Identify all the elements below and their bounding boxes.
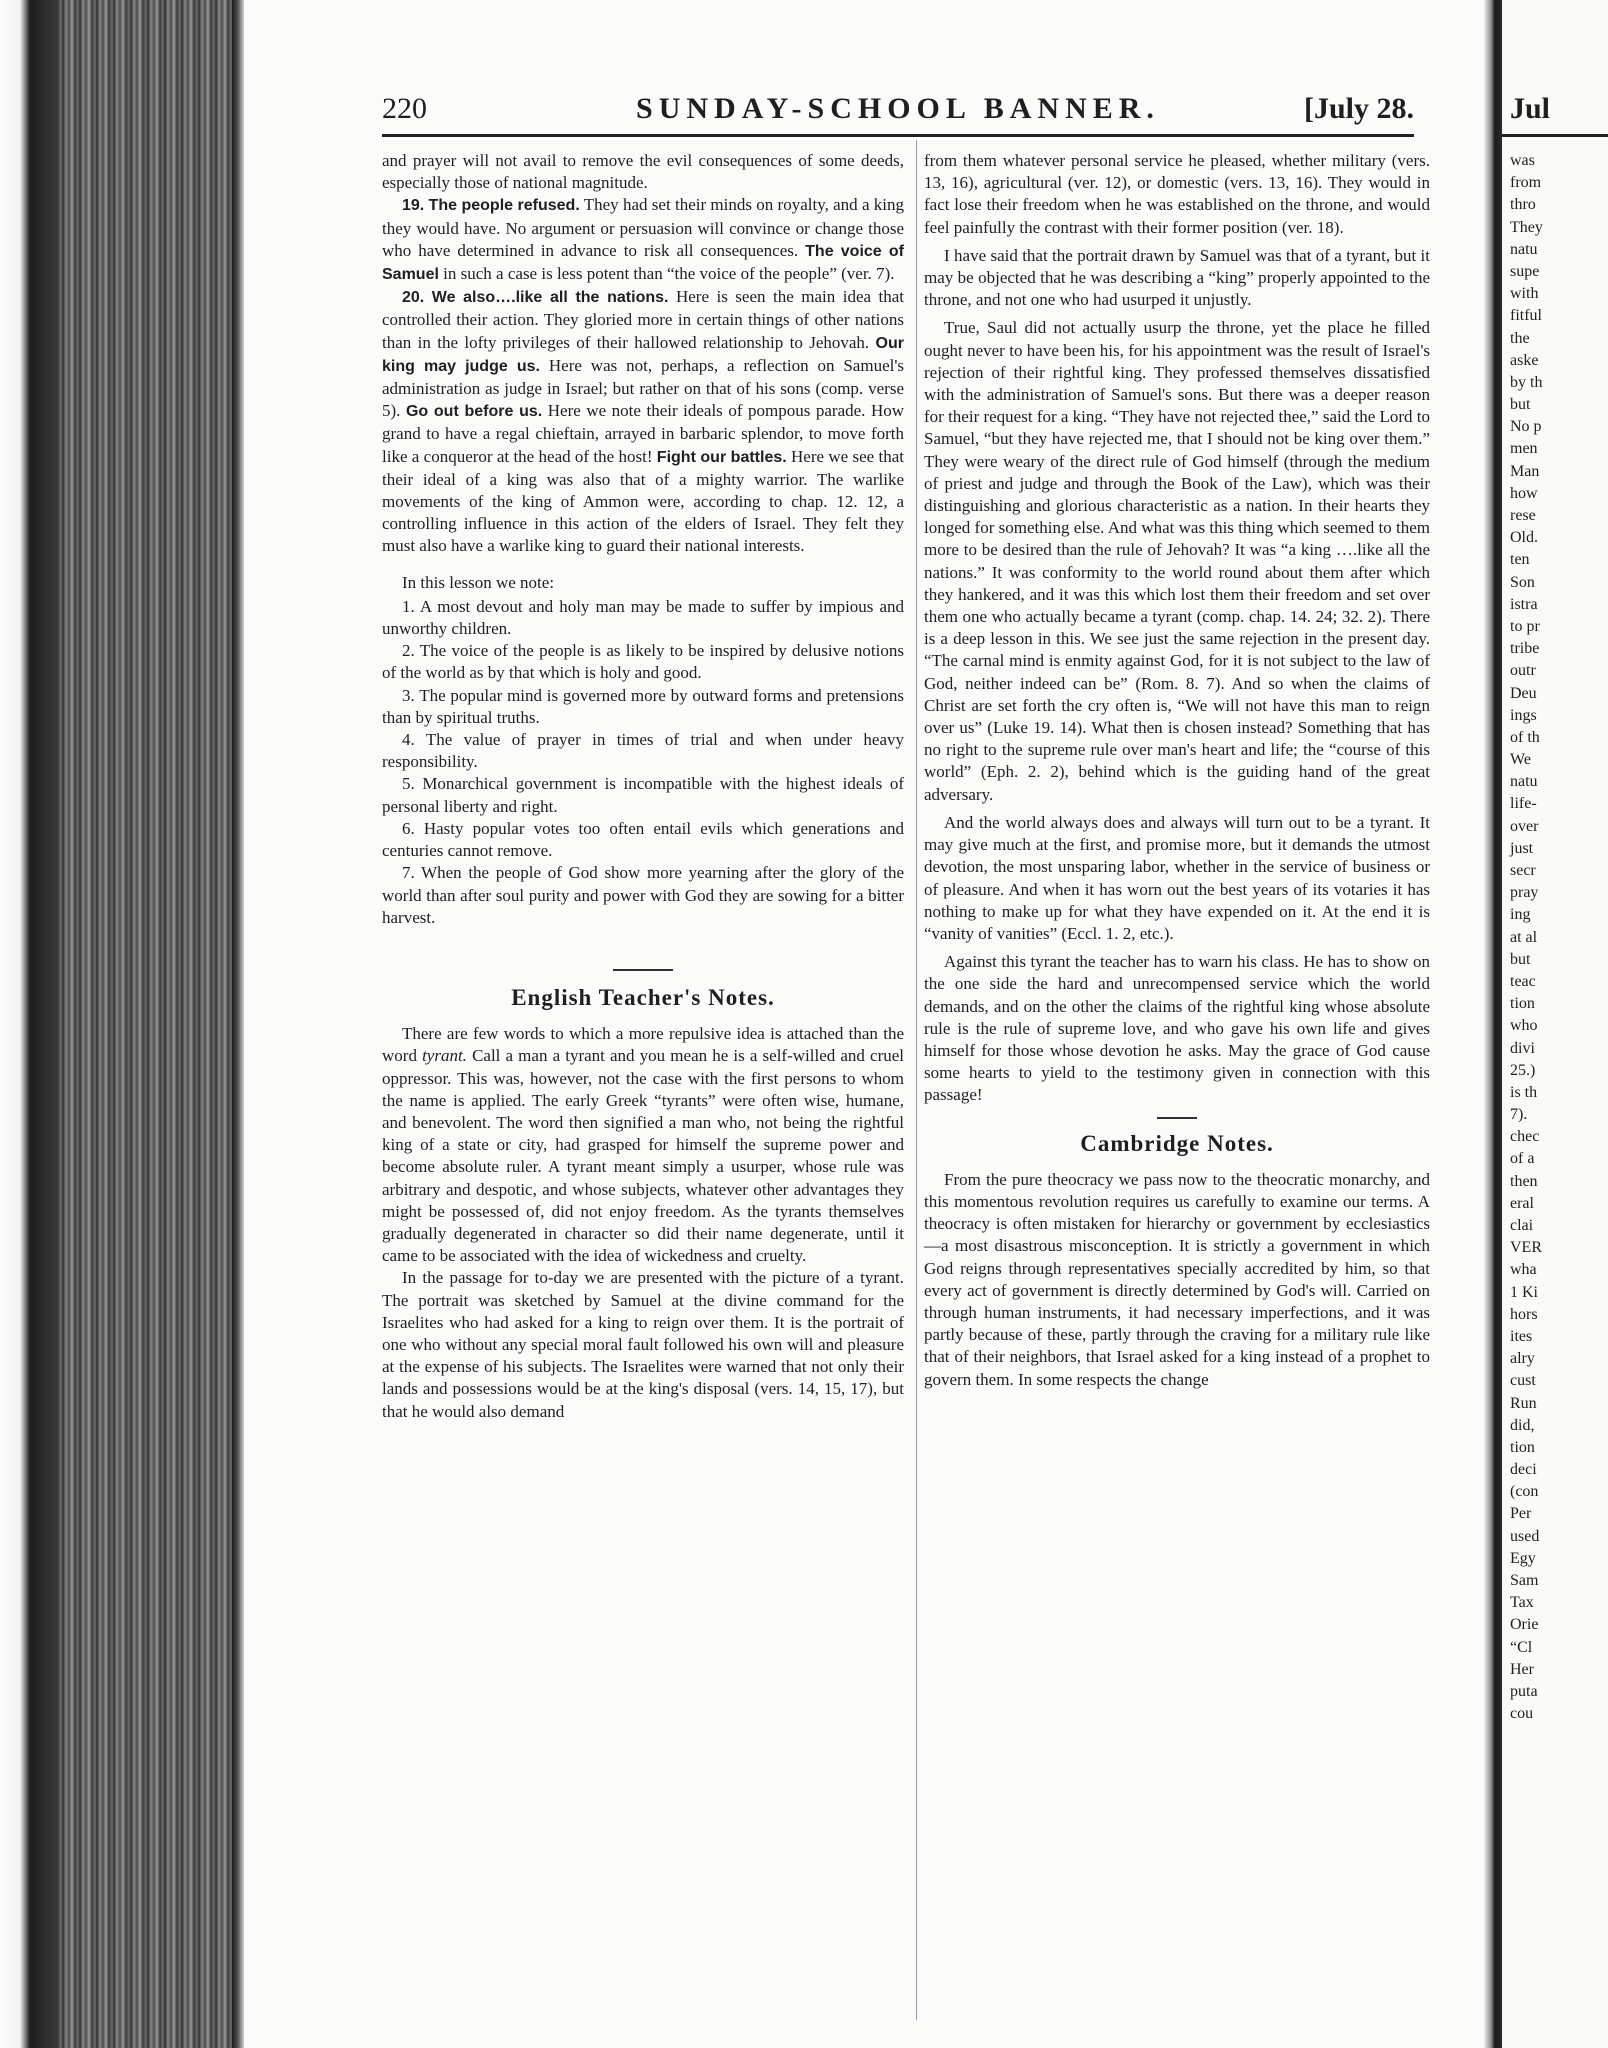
adjacent-page-line: chec [1510,1128,1540,1146]
lesson-point: 7. When the people of God show more yearning after the glory of the world than after soul purity and power with God they are sowing for a bitter harvest. [382,863,904,927]
adjacent-page-line: by th [1510,373,1543,391]
column-divider [916,140,917,2020]
verse-term: We also….like all the nations. [431,289,669,307]
adjacent-page-line: tion [1510,995,1535,1013]
adjacent-page-line: ten [1510,551,1530,569]
adjacent-page-line: thro [1510,196,1536,214]
section-rule [1157,1117,1197,1119]
adjacent-page-line: puta [1510,1682,1538,1700]
adjacent-page-line: hors [1510,1305,1538,1323]
left-column [382,150,904,1423]
adjacent-page-line: tion [1510,1438,1535,1456]
adjacent-page-line: the [1510,329,1530,347]
adjacent-page-line: divi [1510,1039,1535,1057]
adjacent-page-line: wha [1510,1261,1537,1279]
adjacent-page-line: just [1510,839,1534,857]
lesson-point: 4. The value of prayer in times of trial and when under heavy responsibility. [382,730,904,772]
lesson-intro: In this lesson we note: [402,572,555,592]
adjacent-page-line: teac [1510,972,1536,990]
paragraph: In the passage for to-day we are presented with the picture of a tyrant. The portrait was sketched by Samuel at the divine command for the Israelites who had asked for a king to reign over them. It is the portrait of one who without any special moral fault followed his own will and pleasure at the expense of his subjects. The Israelites were warned that not only their lands and possessions would be at the king's disposal (vers. 14, 15, 17), but that he would also demand [382,1268,904,1421]
verse-note-19 [382,194,904,286]
adjacent-page-line: alry [1510,1350,1535,1368]
verse-text: in such a case is less potent than “the voice of the people” (ver. 7). [443,264,895,284]
adjacent-page-line: Deu [1510,684,1537,702]
adjacent-page-line: secr [1510,862,1536,879]
adjacent-page-line: Run [1510,1394,1537,1412]
running-title: SUNDAY-SCHOOL BANNER. [636,92,1160,125]
paragraph: From the pure theocracy we pass now to the theocratic monarchy, and this momentous revolution requires us carefully to examine our terms. A theocracy is often mistaken for hierarchy or government by ecclesiastics—a most disastrous misconception. It is strictly a government in which God reigns through representatives specially accredited by him, so that every act of government is directly determined by God's will. Carried on through human instruments, it had necessary imperfections, and it was partly because of these, partly through the craving for a military rule like that of their neighbors, that Israel asked for a king instead of a prophet to govern them. In some respects the change [924,1169,1430,1389]
page-fold-shadow [1484,0,1502,2048]
verse-term: The people refused. [428,197,580,215]
adjacent-page-line: ing [1510,906,1531,924]
verse-text: Here we note their ideals of pompous parade. How grand to have a regal chieftain, arrayed in barbaric splendor, to move forth like a conqueror at the head of the host! [382,401,905,466]
adjacent-page-line: to pr [1510,617,1540,635]
verse-term: Fight our battles. [656,448,787,466]
adjacent-page-line: Sam [1510,1572,1539,1589]
verse-number: 20. [402,289,425,307]
adjacent-page-line: “Cl [1510,1638,1533,1656]
section-title-cambridge-notes: Cambridge Notes. [1080,1130,1274,1156]
adjacent-page-line: from [1510,174,1542,192]
adjacent-page-line: aske [1510,351,1539,369]
adjacent-page-line: ings [1510,706,1537,724]
book-binding [58,0,244,2048]
verse-text: They had set their minds on royalty, and a king they would have. No argument or persuasion will convince or change those who have determined in advance to risk all consequences. [382,195,905,260]
adjacent-page-line: (con [1510,1483,1539,1501]
paragraph-text: and prayer will not avail to remove the evil consequences of some deeds, especially those of national magnitude. [382,151,904,193]
adjacent-page-line: but [1510,950,1531,968]
adjacent-page-line: 1 Ki [1510,1283,1538,1301]
paragraph: I have said that the portrait drawn by Samuel was that of a tyrant, but it may be objected that he was describing a “king” properly appointed to the throne, and not one who had usurped it unjustly. [924,245,1430,310]
verse-note-20 [382,286,904,557]
adjacent-page-line: Per [1510,1505,1532,1523]
adjacent-page-line: of a [1510,1150,1535,1168]
right-column [924,150,1430,1391]
paragraph-text: Call a man a tyrant and you mean he is a self-willed and cruel oppressor. This was, however, not the case with the first persons to whom the name is applied. The early Greek “tyrants” were often wise, humane, and benevolent. The word then signified a man who, not being the rightful king of a state or city, had grasped for himself the supreme power and become absolute ruler. A tyrant meant simply a usurper, whose rule was arbitrary and despotic, and whose subjects, whatever other advantages they might be possessed of, did not enjoy freedom. As the tyrants themselves gradually degenerated in character so did their name degenerate, until it came to be associated with the idea of wickedness and cruelty. [382,1046,904,1266]
lesson-point: 1. A most devout and holy man may be made to suffer by impious and unworthy children. [382,596,904,639]
adjacent-page-line: cou [1510,1705,1534,1723]
verse-text: Here was not, perhaps, a reflection on Samuel's administration as judge in Israel; but rather on that of his sons (comp. verse 5). [382,355,905,421]
adjacent-page-line: rese [1510,507,1536,524]
paragraph [382,150,904,194]
adjacent-page-line: 25.) [1510,1061,1536,1079]
lesson-point: 5. Monarchical government is incompatible with the highest ideals of personal liberty and right. [382,774,904,816]
paragraph-text: There are few words to which a more repulsive idea is attached than the word [382,1024,904,1066]
lesson-points [382,596,904,929]
adjacent-page-line: supe [1510,262,1540,280]
adjacent-page-line: Egy [1510,1549,1536,1567]
paragraph: And the world always does and always will turn out to be a tyrant. It may give much at the first, and promise more, but it demands the utmost devotion, the most unsparing labor, whether in the service of business or of pleasure. And when it has worn out the best years of its votaries it has nothing to make up for what they have expended on it. At the end it is “vanity of vanities” (Eccl. 1. 2, etc.). [924,812,1430,943]
adjacent-page-header: Jul [1510,92,1551,125]
adjacent-page-line: No p [1510,418,1542,436]
adjacent-page-line: Man [1510,462,1540,480]
issue-date: [July 28. [1303,92,1414,125]
adjacent-page-line: They [1510,218,1543,236]
adjacent-page-text [1510,150,1543,1725]
verse-text: Here is seen the main idea that controlled their action. They gloried more in certain things of other nations than in the lofty privileges of their hallowed relationship to Jehovah. [382,287,905,352]
verse-term: The voice of Samuel [382,242,904,284]
adjacent-page-line: at al [1510,928,1538,946]
adjacent-page-line: cust [1510,1372,1536,1390]
adjacent-page-line: used [1510,1527,1540,1545]
adjacent-page-line: natu [1510,773,1538,791]
paragraph: Against this tyrant the teacher has to warn his class. He has to show on the one side the hard and unrecompensed service which the world demands, and on the other the claims of the rightful king whose absolute rule is the rule of supreme love, and who gave his own life and gives himself for those whose devotion he asks. May the grace of God cause some hearts to yield to the testimony given in connection with this passage! [924,952,1430,1105]
verse-number: 19. [402,197,425,215]
page-header [382,88,1414,130]
adjacent-page-line: tribe [1510,640,1540,658]
adjacent-page-line: ites [1510,1327,1533,1345]
adjacent-page-line: with [1510,285,1539,303]
adjacent-page-line: VER [1510,1239,1542,1257]
adjacent-page-line: deci [1510,1461,1537,1479]
adjacent-page-line: Son [1510,573,1535,591]
lesson-point: 6. Hasty popular votes too often entail evils which generations and centuries cannot remove. [382,818,904,861]
verse-text: Here we see that their ideal of a king was also that of a mighty warrior. The warlike movements of the king of Ammon were, according to chap. 12. 12, a controlling influence in this action of the elders of Israel. They felt they must also have a warlike king to guard their national interests. [382,446,904,556]
binding-edge-shadow [232,0,244,2048]
paragraph [382,1023,904,1267]
adjacent-page-edge [1502,0,1608,2048]
scan-margin-shadow [0,0,58,2048]
adjacent-page-line: Old. [1510,529,1538,547]
adjacent-page-line: how [1510,484,1538,502]
page-number: 220 [382,92,427,125]
paragraph: from them whatever personal service he pleased, whether military (vers. 13, 16), agricultural (ver. 12), or domestic (vers. 13, 16). They would in fact lose their freedom when he was established on the throne, and would feel painfully the contrast with their former position (ver. 18). [924,151,1430,237]
lesson-point: 2. The voice of the people is as likely to be inspired by delusive notions of the world as by that which is holy and good. [382,641,904,683]
adjacent-page-line: over [1510,817,1539,835]
adjacent-page-line: was [1510,152,1535,169]
adjacent-page-line: eral [1510,1194,1534,1212]
adjacent-page-line: then [1510,1172,1538,1190]
adjacent-page-line: outr [1510,662,1536,680]
lesson-point: 3. The popular mind is governed more by outward forms and pretensions than by spiritual truths. [382,685,904,727]
adjacent-page-line: Her [1510,1660,1534,1678]
adjacent-header-rule [1502,134,1608,137]
adjacent-page-line: istra [1510,595,1538,613]
emphasized-word: tyrant. [422,1046,467,1066]
adjacent-page-line: but [1510,396,1531,414]
section-rule [613,969,673,971]
adjacent-page-line: who [1510,1017,1538,1035]
adjacent-page-line: fitful [1510,307,1542,325]
paragraph: True, Saul did not actually usurp the throne, yet the place he filled ought never to have been his, for his appointment was the result of Israel's rejection of their rightful king. They professed themselves dissatisfied with the administration of Samuel's sons. But there was a deeper reason for their request for a king. “They have not rejected thee,” said the Lord to Samuel, “but they have rejected me, that I should not be king over them.” They were weary of the direct rule of God himself (through the medium of priest and judge and through the Book of the Law), which was their distinguishing and glorious characteristic as a nation. In their hearts they longed for something else. And what was this thing which seemed to them more to be desired than the rule of Jehovah? It was “a king ….like all the nations.” It was conformity to the world round about them after which they hankered, and it was this which lost them their freedom and set over them one who actually became a tyrant (comp. chap. 14. 24; 32. 2). There is a deep lesson in this. We see just the same rejection in the present day. “The carnal mind is enmity against God, for it is not subject to the law of God, neither indeed can be” (Rom. 8. 7). And so when the claims of Christ are set forth the cry often is, “We will not have this man to reign over us” (Luke 19. 14). What then is chosen instead? Something that has no right to the supreme rule over man's heart and life; the “course of this world” (Eph. 2. 2), behind which is the guiding hand of the great adversary. [924,318,1431,804]
adjacent-page-line: of th [1510,728,1540,746]
verse-term: Our king may judge us. [382,334,904,375]
adjacent-page-line: We [1510,751,1531,769]
adjacent-page-line: life- [1510,795,1537,813]
adjacent-page-line: men [1510,440,1538,458]
verse-term: Go out before us. [405,403,543,421]
adjacent-page-line: clai [1510,1217,1534,1234]
adjacent-page-line: Tax [1510,1594,1534,1612]
adjacent-page-line: pray [1510,884,1539,902]
section-title-english-teachers-notes: English Teacher's Notes. [511,984,775,1010]
header-rule [382,134,1414,137]
adjacent-page-line: natu [1510,240,1538,258]
adjacent-page-line: Orie [1510,1616,1539,1634]
adjacent-page-line: did, [1510,1416,1535,1434]
adjacent-page-line: is th [1510,1083,1538,1101]
adjacent-page-line: 7). [1510,1106,1528,1124]
